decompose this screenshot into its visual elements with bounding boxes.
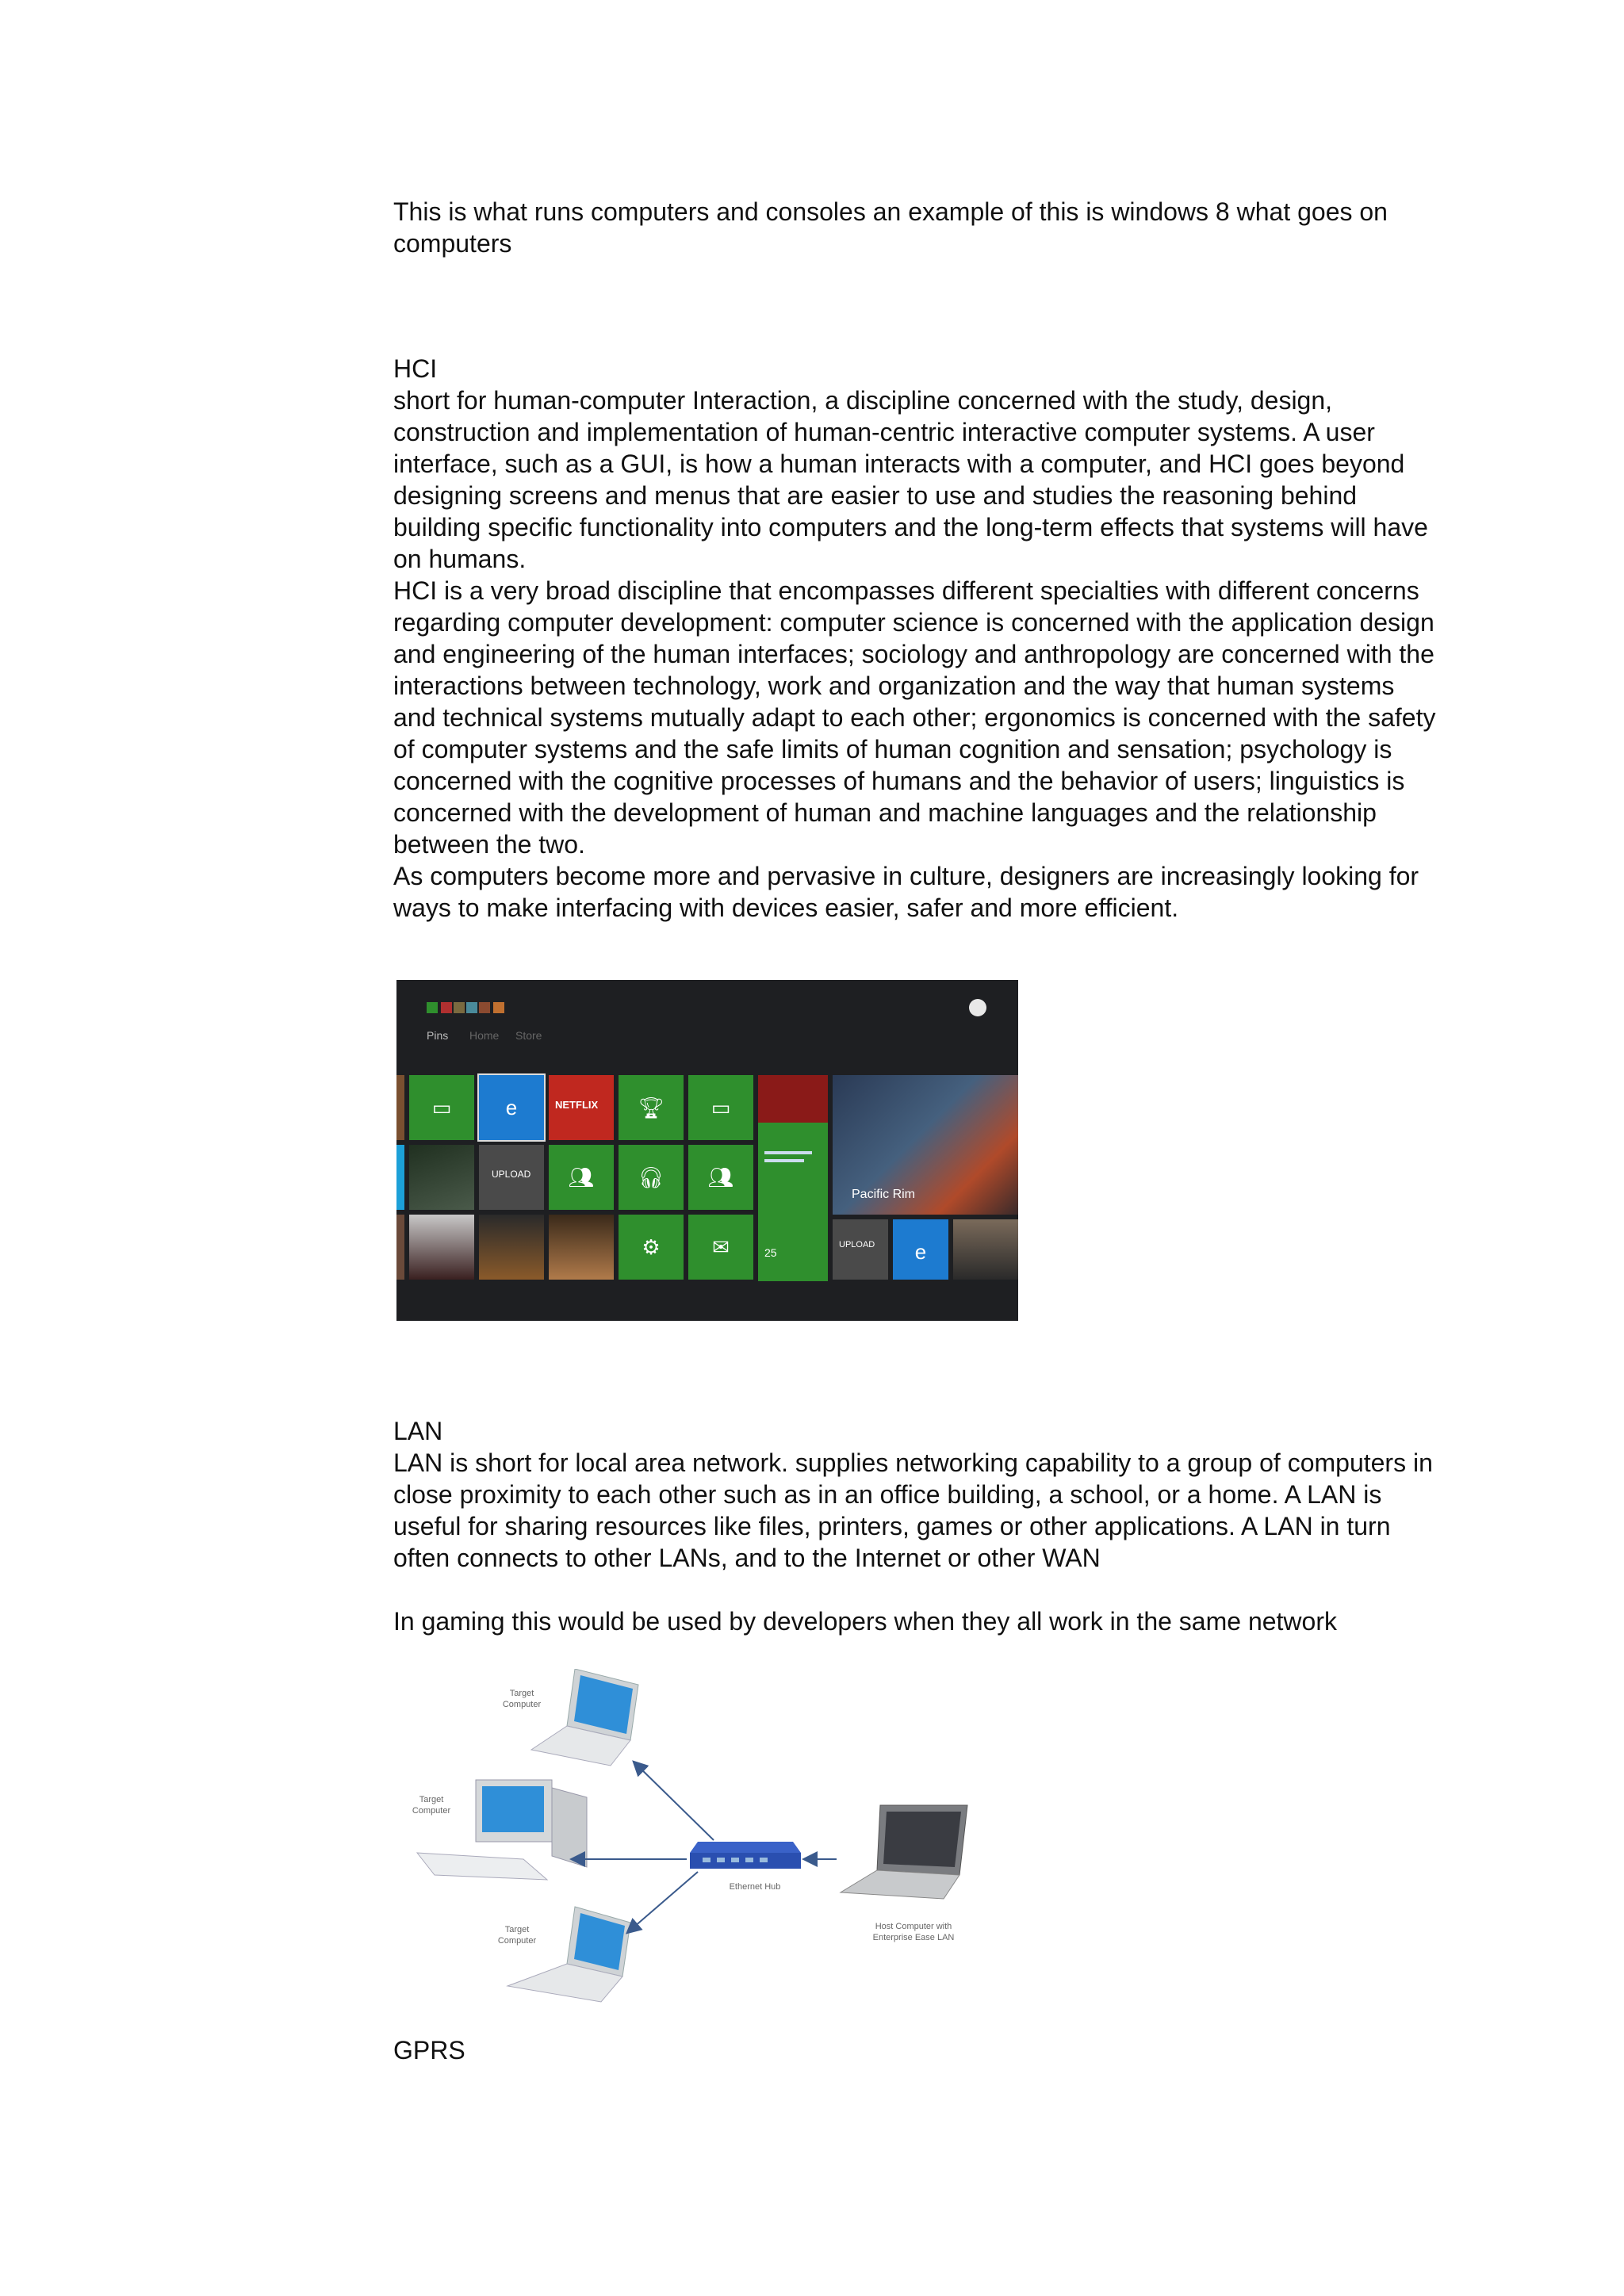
internet-explorer-icon: e bbox=[914, 1240, 927, 1264]
internet-explorer-icon: e bbox=[505, 1096, 518, 1119]
video-icon: ▭ bbox=[431, 1096, 452, 1119]
people-icon: 👥︎ bbox=[707, 1165, 734, 1189]
target-label-1-line1: Target bbox=[509, 1689, 534, 1698]
hci-paragraph-1: short for human-computer Interaction, a discipline concerned with the study, design, construction and implementation of human-centric interactive computer systems. A user interface, such as a GUI, is how a human interacts with a computer, and HCI goes beyond designing screens and menus that are easier to use and studies the reasoning behind building specific functionality into computers and the long-term effects that systems will have on humans. bbox=[393, 386, 1428, 573]
target-label-2-line2: Computer bbox=[412, 1806, 451, 1816]
party-tile bbox=[549, 1145, 614, 1210]
trophy-icon: 🏆︎ bbox=[638, 1096, 665, 1119]
host-laptop bbox=[841, 1805, 967, 1899]
friends-tile bbox=[758, 1123, 828, 1281]
hci-paragraph-2: HCI is a very broad discipline that encompasses different specialties with different concerns regarding computer development: computer science is concerned with the application design and engineering of the human interfaces; sociology and anthropology are concerned with the interactions between technology, work and organization and the way that human systems and technical systems mutually adapt to each other; ergonomics is concerned with the safety of computer systems and the safe limits of human cognition and sensation; psychology is concerned with the cognitive processes of humans and the behavior of users; linguistics is concerned with the development of human and machine languages and the relationship between the two. bbox=[393, 576, 1436, 859]
host-label-line1: Host Computer with bbox=[875, 1922, 952, 1931]
headphones-icon: 🎧︎ bbox=[638, 1165, 665, 1189]
achievements-tile bbox=[619, 1075, 684, 1140]
intro-text: This is what runs computers and consoles an example of this is windows 8 what goes on computers bbox=[393, 197, 1388, 258]
tab-store: Store bbox=[515, 1029, 542, 1042]
edge-tile bbox=[396, 1215, 404, 1280]
tab-home: Home bbox=[469, 1029, 500, 1042]
host-label-line2: Enterprise Ease LAN bbox=[872, 1933, 955, 1942]
live-tv-tile bbox=[688, 1075, 753, 1140]
lan-heading: LAN bbox=[393, 1417, 443, 1445]
people-icon: 👥︎ bbox=[568, 1165, 595, 1189]
arrow-hub-to-top-laptop bbox=[634, 1762, 714, 1840]
pacific-rim-label: Pacific Rim bbox=[852, 1188, 916, 1201]
pacific-rim-tile bbox=[833, 1075, 1018, 1215]
hci-section bbox=[393, 353, 1440, 924]
upload-label: UPLOAD bbox=[839, 1240, 875, 1249]
edge-tile bbox=[396, 1145, 404, 1210]
friends-count: 25 bbox=[764, 1246, 777, 1259]
upload-tile bbox=[833, 1219, 888, 1280]
avatar bbox=[479, 1002, 490, 1013]
target-label-3-line2: Computer bbox=[497, 1936, 537, 1946]
netflix-tile bbox=[549, 1075, 614, 1140]
target-label-3-line1: Target bbox=[504, 1925, 530, 1934]
edge-tile bbox=[396, 1075, 404, 1140]
target-label-1-line2: Computer bbox=[502, 1700, 542, 1709]
lan-paragraph: LAN is short for local area network. supplies networking capability to a group of computers in close proximity to each other such as in an office building, a school, or a home. A LAN is useful for sharing resources like files, printers, games or other applications. A LAN in turn often connects to other LANs, and to the Internet or other WAN bbox=[393, 1448, 1433, 1572]
lan-section bbox=[393, 1415, 1440, 1637]
video-tile bbox=[409, 1075, 474, 1140]
target-label-2-line1: Target bbox=[419, 1795, 444, 1804]
hci-paragraph-3: As computers become more and pervasive in culture, designers are increasingly looking for ways to make interfacing with devices easier, safer and more efficient. bbox=[393, 862, 1419, 922]
internet-explorer-tile bbox=[479, 1075, 544, 1140]
movie-tile bbox=[409, 1215, 474, 1280]
lan-diagram bbox=[396, 1669, 1015, 2030]
featured-tile bbox=[758, 1075, 828, 1123]
avatar bbox=[454, 1002, 465, 1013]
avatar bbox=[427, 1002, 438, 1013]
messaging-tile bbox=[688, 1215, 753, 1280]
movie-tile bbox=[549, 1215, 614, 1280]
target-laptop-bottom bbox=[508, 1907, 630, 2002]
avatar bbox=[493, 1002, 504, 1013]
gear-icon: ⚙ bbox=[642, 1235, 661, 1259]
game-tile bbox=[953, 1219, 1018, 1280]
netflix-label: NETFLIX bbox=[555, 1099, 599, 1111]
gprs-heading: GPRS bbox=[393, 2036, 465, 2064]
upload-label: UPLOAD bbox=[492, 1169, 531, 1180]
hci-heading: HCI bbox=[393, 354, 438, 383]
people-tile bbox=[688, 1145, 753, 1210]
hub-label: Ethernet Hub bbox=[729, 1882, 781, 1892]
target-laptop-top bbox=[531, 1669, 638, 1766]
internet-explorer-tile bbox=[893, 1219, 948, 1280]
envelope-icon: ✉ bbox=[712, 1235, 730, 1259]
arrow-hub-to-bottom-laptop bbox=[628, 1872, 698, 1932]
lan-gaming-note: In gaming this would be used by developers when they all work in the same network bbox=[393, 1607, 1337, 1636]
tv-icon: ▭ bbox=[710, 1096, 731, 1119]
ethernet-hub-icon bbox=[690, 1842, 801, 1869]
tab-pins: Pins bbox=[427, 1029, 449, 1042]
game-tile bbox=[409, 1145, 474, 1210]
avatar bbox=[466, 1002, 477, 1013]
upload-tile bbox=[479, 1145, 544, 1210]
avatar bbox=[441, 1002, 452, 1013]
xbox-dashboard-image bbox=[396, 980, 1018, 1321]
movie-tile bbox=[479, 1215, 544, 1280]
xbox-logo-icon bbox=[969, 999, 986, 1016]
music-tile bbox=[619, 1145, 684, 1210]
settings-tile bbox=[619, 1215, 684, 1280]
